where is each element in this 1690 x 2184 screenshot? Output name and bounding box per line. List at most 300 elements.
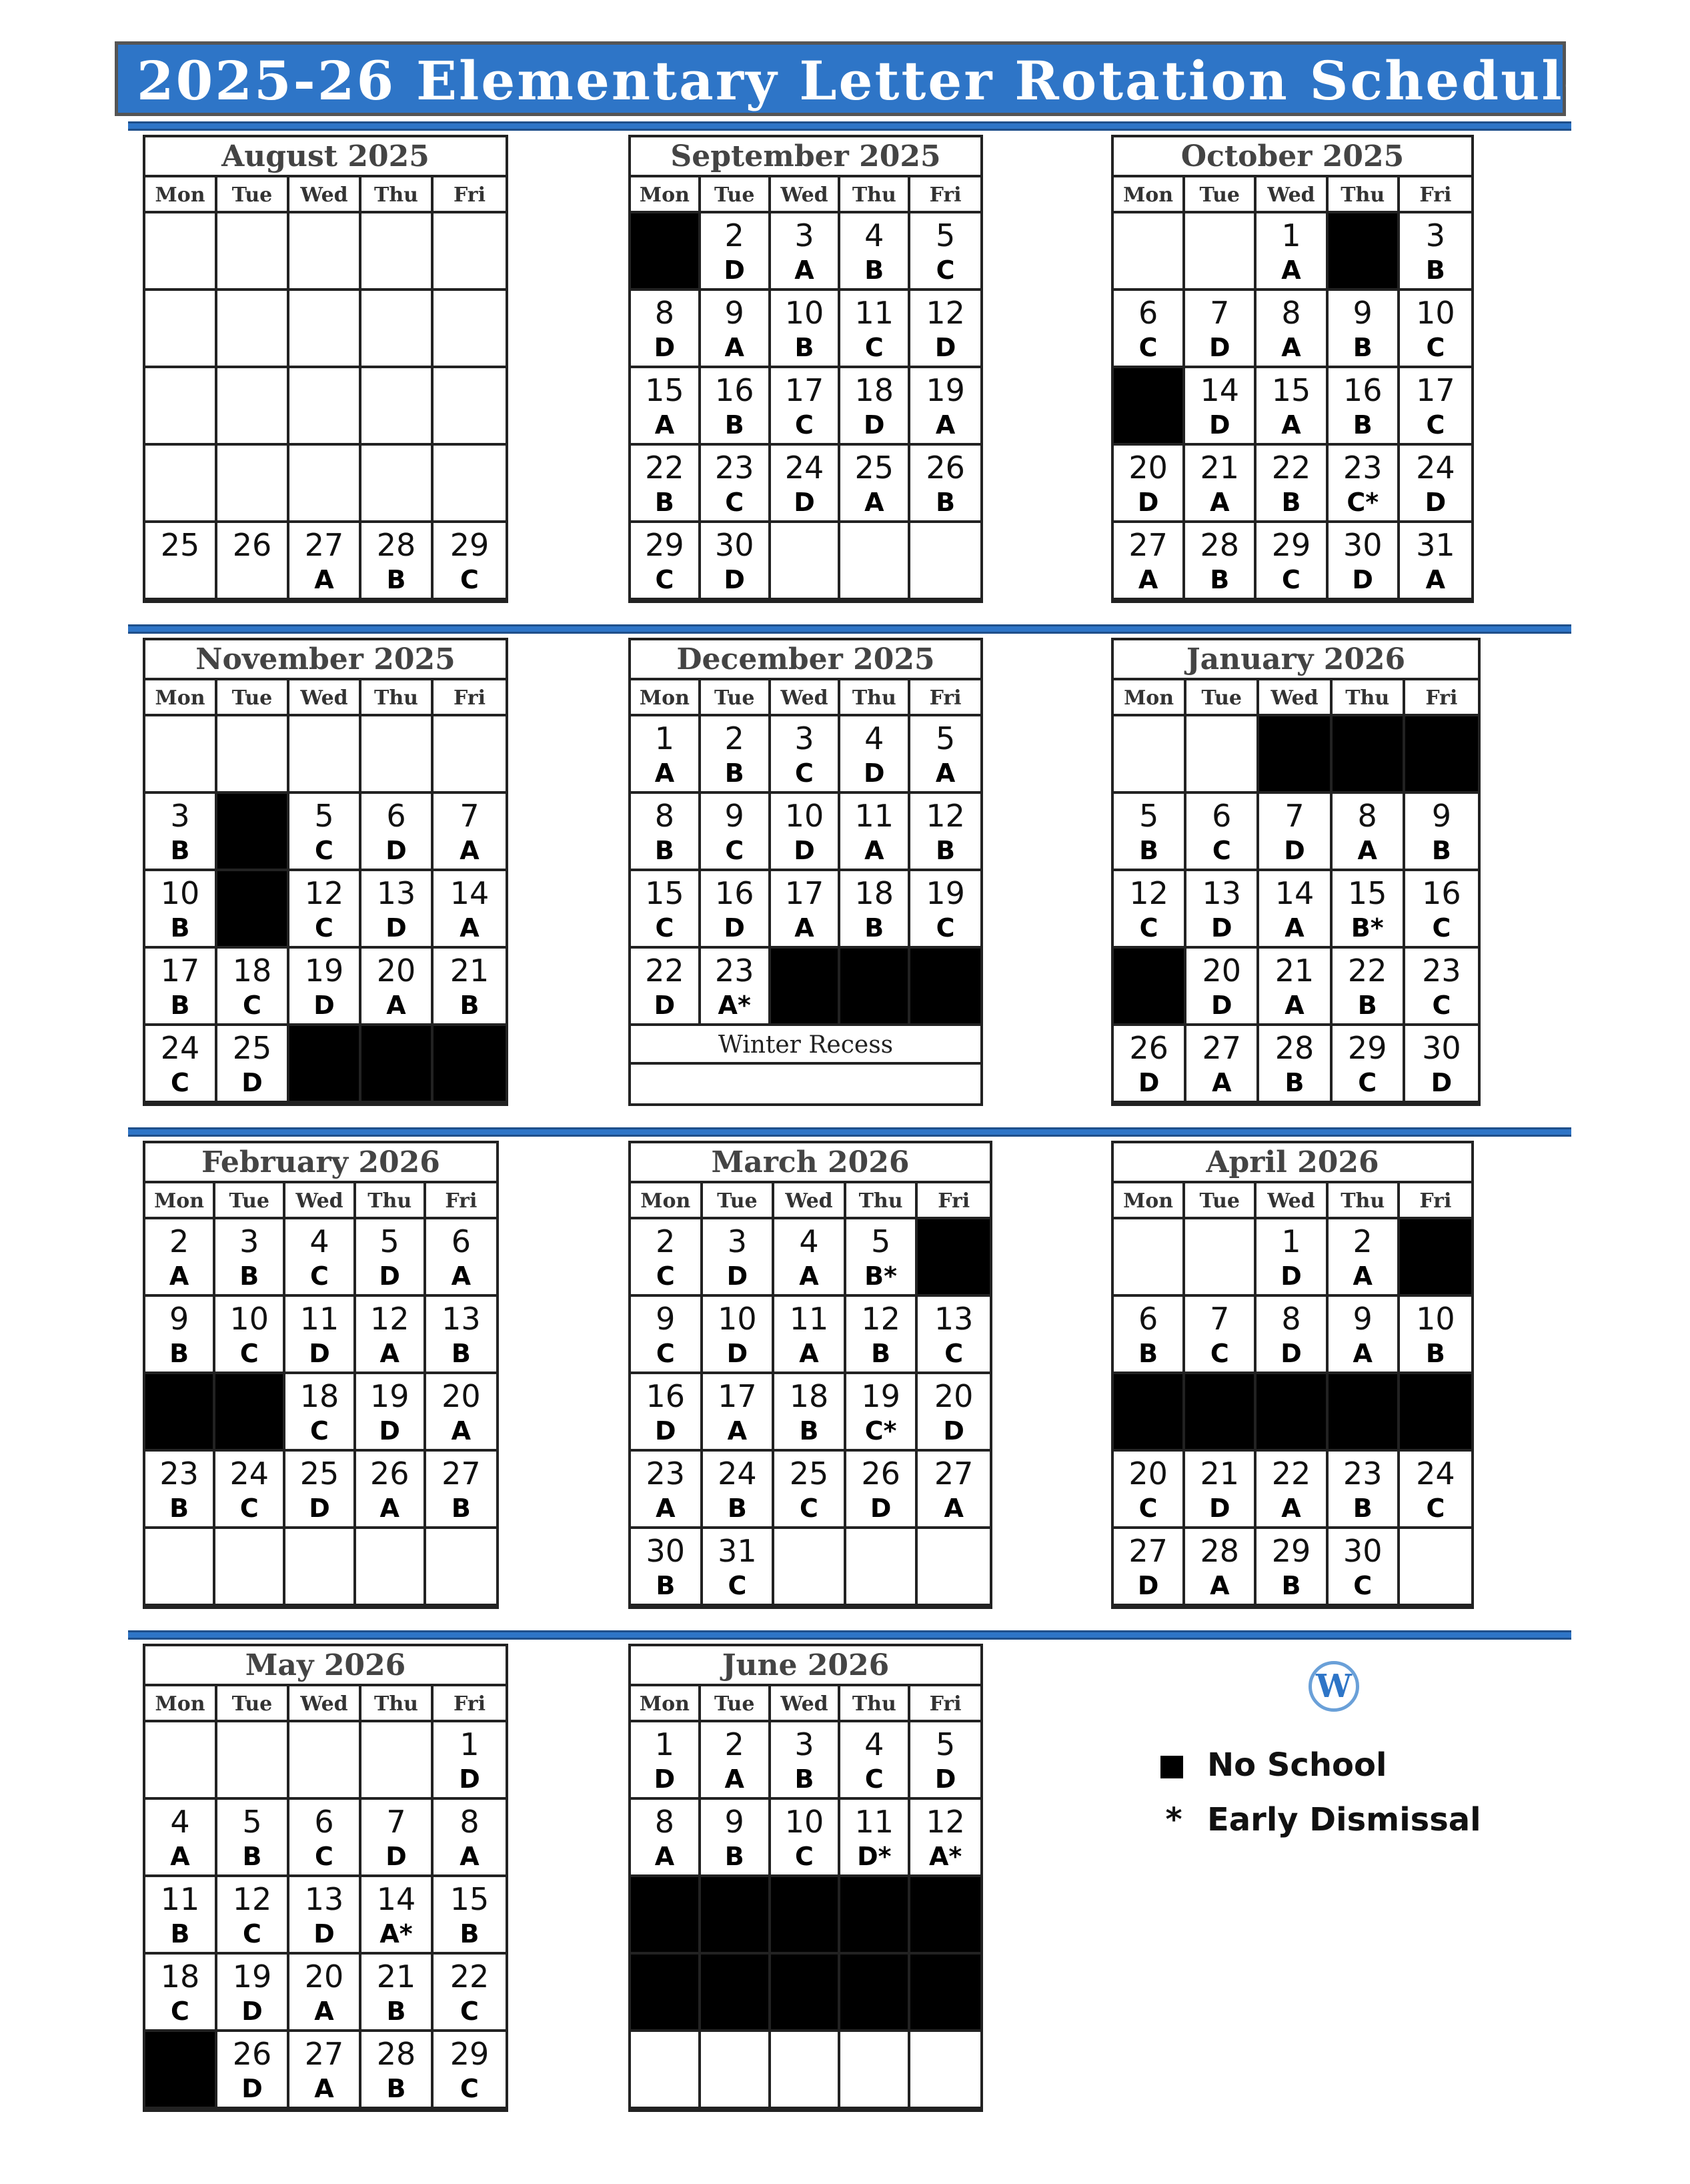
day-number: 26 — [369, 1456, 409, 1492]
day-cell — [631, 1452, 703, 1529]
rotation-letter: B — [386, 565, 406, 594]
day-number: 28 — [1200, 1533, 1240, 1569]
day-cell — [1259, 1026, 1332, 1103]
day-cell — [434, 1877, 506, 1955]
no-school-day — [631, 1955, 701, 2032]
day-number: 31 — [718, 1533, 757, 1569]
empty-cell — [774, 1529, 846, 1606]
weekday-header: Thu — [361, 1686, 434, 1722]
day-number: 20 — [934, 1378, 974, 1414]
day-number: 3 — [794, 217, 814, 253]
weekday-header: Wed — [771, 1686, 841, 1722]
weekday-header: Thu — [840, 680, 910, 716]
weekday-header: Mon — [1114, 1183, 1185, 1219]
day-number: 12 — [232, 1881, 272, 1917]
day-number: 4 — [170, 1804, 190, 1840]
legend-no-school-label: No School — [1207, 1746, 1387, 1784]
day-number: 8 — [1281, 295, 1301, 331]
day-cell — [1256, 523, 1328, 600]
day-cell — [701, 794, 771, 871]
empty-cell — [289, 1722, 361, 1800]
weekday-header: Tue — [217, 177, 289, 213]
rotation-letter: D — [654, 333, 676, 362]
rotation-letter: A — [1210, 1571, 1230, 1600]
day-number: 11 — [299, 1301, 339, 1337]
day-number: 20 — [1128, 1456, 1168, 1492]
rotation-letter: A — [799, 1261, 819, 1291]
rotation-letter: D — [241, 1997, 263, 2026]
rotation-letter: A — [1281, 1494, 1301, 1523]
rotation-letter: D — [654, 1764, 676, 1794]
no-school-day — [771, 1877, 841, 1955]
empty-cell — [289, 446, 361, 523]
day-number: 18 — [299, 1378, 339, 1414]
day-cell — [434, 1722, 506, 1800]
rotation-letter: C — [243, 1919, 261, 1949]
day-cell — [145, 1452, 215, 1529]
rotation-letter: B — [169, 1494, 189, 1523]
day-cell — [771, 871, 841, 949]
day-number: 1 — [1281, 1223, 1301, 1259]
day-cell — [361, 794, 434, 871]
rotation-letter: D — [724, 255, 745, 285]
weekday-header: Fri — [426, 1183, 496, 1219]
day-number: 13 — [1202, 875, 1242, 911]
day-number: 12 — [369, 1301, 409, 1337]
empty-cell — [361, 213, 434, 291]
day-cell — [426, 1219, 496, 1297]
day-number: 25 — [299, 1456, 339, 1492]
day-cell — [631, 1722, 701, 1800]
day-number: 30 — [646, 1533, 686, 1569]
day-number: 26 — [1129, 1030, 1168, 1066]
rotation-letter: A — [656, 1494, 676, 1523]
day-cell — [1259, 794, 1332, 871]
weekday-header: Thu — [361, 680, 434, 716]
day-cell — [434, 871, 506, 949]
day-number: 28 — [376, 527, 416, 563]
rotation-letter: C — [656, 1339, 675, 1368]
day-cell — [1114, 446, 1185, 523]
day-number: 14 — [1200, 372, 1240, 408]
blank-row — [631, 1065, 980, 1103]
rotation-letter: A — [314, 565, 334, 594]
weekday-header: Tue — [217, 680, 289, 716]
rotation-letter: C — [1353, 1571, 1373, 1600]
day-number: 9 — [656, 1301, 676, 1337]
day-number: 10 — [229, 1301, 269, 1337]
day-cell — [217, 1877, 289, 1955]
rotation-letter: B — [654, 488, 674, 517]
day-number: 17 — [1416, 372, 1455, 408]
no-school-day — [1259, 716, 1332, 794]
calendar-grid — [631, 1183, 990, 1606]
calendar-grid — [145, 177, 506, 600]
rotation-letter: D — [1211, 913, 1232, 943]
day-number: 5 — [935, 720, 956, 756]
day-cell — [701, 871, 771, 949]
day-cell — [289, 1877, 361, 1955]
rotation-letter: C — [725, 836, 744, 865]
day-number: 27 — [304, 2036, 344, 2072]
weekday-header: Thu — [1333, 680, 1405, 716]
rotation-letter: D — [794, 836, 815, 865]
day-number: 9 — [724, 1804, 744, 1840]
day-cell — [910, 794, 980, 871]
day-cell — [703, 1529, 775, 1606]
rotation-letter: D — [385, 913, 407, 943]
empty-cell — [1114, 213, 1185, 291]
day-cell — [289, 871, 361, 949]
day-cell — [1333, 1026, 1405, 1103]
empty-cell — [1114, 1219, 1185, 1297]
day-number: 19 — [369, 1378, 409, 1414]
day-cell — [631, 291, 701, 368]
day-number: 5 — [242, 1804, 262, 1840]
month-june-2026 — [628, 1644, 983, 2112]
day-number: 6 — [451, 1223, 472, 1259]
rotation-letter: B* — [864, 1261, 898, 1291]
day-number: 30 — [1343, 527, 1383, 563]
rotation-letter: A — [379, 1339, 399, 1368]
empty-cell — [426, 1529, 496, 1606]
day-cell — [910, 446, 980, 523]
day-number: 9 — [1353, 295, 1373, 331]
day-cell — [145, 1026, 217, 1103]
calendar-grid — [145, 1183, 496, 1606]
no-school-day — [631, 1877, 701, 1955]
day-number: 9 — [724, 798, 744, 834]
day-cell — [1329, 368, 1400, 446]
no-school-day — [289, 1026, 361, 1103]
month-december-2025 — [628, 638, 983, 1106]
rotation-letter: B — [451, 1494, 471, 1523]
rotation-letter: C — [655, 913, 674, 943]
day-cell — [289, 794, 361, 871]
day-number: 2 — [724, 217, 744, 253]
day-number: 24 — [784, 450, 824, 486]
day-number: 29 — [1271, 527, 1311, 563]
empty-cell — [289, 291, 361, 368]
day-cell — [289, 1955, 361, 2032]
rotation-letter: A — [1357, 836, 1377, 865]
rotation-letter: C — [315, 1842, 333, 1871]
rotation-letter: A — [1212, 1068, 1232, 1097]
rotation-letter: C — [1138, 333, 1158, 362]
rotation-letter: B — [864, 913, 884, 943]
month-title: December 2025 — [631, 640, 980, 680]
month-title: November 2025 — [145, 640, 506, 680]
month-title: April 2026 — [1114, 1143, 1471, 1183]
day-number: 8 — [1357, 798, 1377, 834]
day-cell — [631, 523, 701, 600]
day-number: 30 — [1343, 1533, 1383, 1569]
day-number: 13 — [934, 1301, 974, 1337]
day-cell — [1400, 446, 1471, 523]
rotation-letter: C — [310, 1416, 329, 1446]
day-number: 11 — [854, 798, 894, 834]
day-cell — [217, 1955, 289, 2032]
day-cell — [910, 291, 980, 368]
day-cell — [361, 523, 434, 600]
empty-cell — [145, 291, 217, 368]
rotation-letter: A — [1281, 410, 1301, 440]
day-cell — [771, 1800, 841, 1877]
empty-cell — [145, 1529, 215, 1606]
rotation-letter: B — [1281, 488, 1301, 517]
day-cell — [1333, 949, 1405, 1026]
rotation-letter: C — [725, 488, 744, 517]
empty-cell — [840, 2032, 910, 2109]
day-number: 6 — [314, 1804, 334, 1840]
weekday-header: Mon — [631, 177, 701, 213]
day-cell — [701, 1800, 771, 1877]
weekday-header: Wed — [289, 177, 361, 213]
day-number: 10 — [718, 1301, 757, 1337]
day-number: 16 — [714, 372, 754, 408]
rotation-letter: A — [451, 1416, 472, 1446]
empty-cell — [145, 368, 217, 446]
empty-cell — [145, 213, 217, 291]
weekday-header: Fri — [910, 177, 980, 213]
rotation-letter: C — [239, 1339, 259, 1368]
day-cell — [910, 1722, 980, 1800]
rotation-letter: C — [1358, 1068, 1377, 1097]
weekday-header: Wed — [289, 1686, 361, 1722]
day-number: 24 — [1416, 1456, 1455, 1492]
rotation-letter: C* — [1347, 488, 1379, 517]
day-number: 12 — [304, 875, 344, 911]
day-number: 6 — [386, 798, 406, 834]
day-number: 28 — [1275, 1030, 1315, 1066]
day-number: 26 — [861, 1456, 900, 1492]
rotation-letter: A — [654, 1842, 675, 1871]
weekday-header: Mon — [631, 680, 701, 716]
empty-cell — [918, 1529, 990, 1606]
day-number: 26 — [232, 2036, 272, 2072]
day-number: 3 — [170, 798, 190, 834]
day-number: 22 — [1271, 450, 1311, 486]
no-school-day — [910, 1955, 980, 2032]
weekday-header: Mon — [145, 1183, 215, 1219]
day-cell — [361, 1955, 434, 2032]
day-number: 16 — [714, 875, 754, 911]
day-cell — [1256, 1219, 1328, 1297]
weekday-header: Wed — [1259, 680, 1332, 716]
rotation-letter: A — [864, 488, 884, 517]
day-number: 6 — [1212, 798, 1232, 834]
day-number: 6 — [1138, 295, 1158, 331]
day-cell — [701, 716, 771, 794]
day-number: 11 — [160, 1881, 200, 1917]
day-number: 26 — [926, 450, 965, 486]
day-cell — [1185, 1529, 1256, 1606]
rotation-letter: C — [795, 410, 814, 440]
day-number: 5 — [935, 217, 956, 253]
rotation-letter: C — [944, 1339, 964, 1368]
day-cell — [1185, 1297, 1256, 1374]
rotation-letter: D — [864, 758, 885, 788]
no-school-day — [1114, 1374, 1185, 1452]
day-number: 19 — [861, 1378, 900, 1414]
day-cell — [910, 1800, 980, 1877]
day-cell — [145, 794, 217, 871]
day-cell — [1256, 291, 1328, 368]
day-number: 25 — [854, 450, 894, 486]
day-cell — [217, 1026, 289, 1103]
rotation-letter: B — [1353, 410, 1373, 440]
rotation-letter: A — [654, 410, 675, 440]
day-number: 7 — [1210, 295, 1230, 331]
calendar-grid — [145, 1686, 506, 2109]
day-number: 23 — [1422, 953, 1461, 989]
day-cell — [846, 1297, 918, 1374]
rotation-letter: D — [379, 1416, 400, 1446]
day-number: 7 — [460, 798, 480, 834]
empty-cell — [217, 368, 289, 446]
month-january-2026 — [1111, 638, 1481, 1106]
weekday-header: Thu — [1329, 1183, 1400, 1219]
empty-cell — [846, 1529, 918, 1606]
day-number: 4 — [864, 720, 884, 756]
no-school-day — [701, 1955, 771, 2032]
rotation-letter: B — [1353, 1494, 1373, 1523]
day-cell — [285, 1452, 355, 1529]
day-cell — [840, 1800, 910, 1877]
day-number: 24 — [1416, 450, 1455, 486]
no-school-day — [1185, 1374, 1256, 1452]
weekday-header: Wed — [1256, 177, 1328, 213]
rotation-letter: D — [726, 1339, 748, 1368]
month-title: February 2026 — [145, 1143, 496, 1183]
day-cell — [1400, 213, 1471, 291]
empty-cell — [217, 716, 289, 794]
rotation-letter: B — [170, 991, 190, 1020]
empty-cell — [771, 2032, 841, 2109]
day-number: 20 — [304, 1959, 344, 1995]
day-number: 10 — [784, 1804, 824, 1840]
day-cell — [1400, 1452, 1471, 1529]
rotation-letter: D — [1352, 565, 1373, 594]
day-number: 22 — [645, 953, 684, 989]
weekday-header: Tue — [215, 1183, 285, 1219]
rotation-letter: B — [936, 836, 956, 865]
rotation-letter: D — [385, 836, 407, 865]
day-cell — [631, 871, 701, 949]
day-cell — [1256, 213, 1328, 291]
day-cell — [846, 1374, 918, 1452]
day-number: 4 — [864, 217, 884, 253]
rotation-letter: C — [239, 1494, 259, 1523]
empty-cell — [631, 2032, 701, 2109]
day-number: 23 — [714, 450, 754, 486]
rotation-letter: C — [1210, 1339, 1229, 1368]
day-number: 7 — [386, 1804, 406, 1840]
rotation-letter: B — [169, 1339, 189, 1368]
rotation-letter: B — [1139, 836, 1159, 865]
rotation-letter: D — [313, 991, 335, 1020]
rotation-letter: B — [386, 2074, 406, 2103]
month-title: June 2026 — [631, 1646, 980, 1686]
rotation-letter: B — [1138, 1339, 1158, 1368]
no-school-day — [215, 1374, 285, 1452]
rotation-letter: A — [935, 410, 956, 440]
day-number: 15 — [450, 1881, 490, 1917]
day-cell — [771, 291, 841, 368]
month-september-2025 — [628, 135, 983, 603]
day-number: 22 — [645, 450, 684, 486]
day-cell — [1400, 1297, 1471, 1374]
day-cell — [1259, 871, 1332, 949]
rotation-letter: A — [1138, 565, 1158, 594]
day-number: 12 — [926, 1804, 965, 1840]
rotation-letter: B — [1425, 255, 1445, 285]
empty-cell — [771, 523, 841, 600]
weekday-header: Wed — [289, 680, 361, 716]
day-cell — [215, 1219, 285, 1297]
no-school-day — [1114, 368, 1185, 446]
rotation-letter: D — [654, 991, 676, 1020]
day-number: 21 — [1200, 450, 1240, 486]
day-cell — [1329, 523, 1400, 600]
day-cell — [1329, 1297, 1400, 1374]
day-cell — [285, 1297, 355, 1374]
empty-cell — [217, 446, 289, 523]
empty-cell — [1185, 213, 1256, 291]
rotation-letter: A — [460, 913, 480, 943]
no-school-day — [434, 1026, 506, 1103]
day-cell — [846, 1219, 918, 1297]
rotation-letter: A — [170, 1842, 190, 1871]
weekday-header: Wed — [771, 177, 841, 213]
day-number: 5 — [870, 1223, 891, 1259]
day-number: 3 — [794, 720, 814, 756]
day-number: 1 — [654, 1726, 675, 1762]
empty-cell — [434, 213, 506, 291]
day-cell — [361, 949, 434, 1026]
day-cell — [1114, 1297, 1185, 1374]
day-number: 8 — [460, 1804, 480, 1840]
day-number: 2 — [169, 1223, 189, 1259]
day-number: 26 — [232, 527, 272, 563]
calendar-grid — [1114, 1183, 1471, 1606]
day-number: 10 — [1416, 295, 1455, 331]
rotation-letter: A — [1281, 255, 1301, 285]
no-school-day — [145, 2032, 217, 2109]
district-logo: W — [1309, 1661, 1359, 1712]
day-cell — [434, 2032, 506, 2109]
empty-cell — [356, 1529, 426, 1606]
rotation-letter: B — [654, 836, 674, 865]
day-number: 27 — [1128, 527, 1168, 563]
rotation-letter: D — [241, 1068, 263, 1097]
weekday-header: Fri — [1400, 177, 1471, 213]
empty-cell — [840, 523, 910, 600]
day-cell — [703, 1452, 775, 1529]
day-cell — [840, 446, 910, 523]
day-number: 24 — [160, 1030, 200, 1066]
day-number: 9 — [169, 1301, 189, 1337]
month-october-2025 — [1111, 135, 1474, 603]
weekday-header: Mon — [631, 1686, 701, 1722]
day-cell — [145, 1877, 217, 1955]
day-number: 17 — [160, 953, 200, 989]
day-cell — [771, 446, 841, 523]
day-number: 19 — [232, 1959, 272, 1995]
empty-cell — [434, 368, 506, 446]
month-title: September 2025 — [631, 137, 980, 177]
day-cell — [631, 368, 701, 446]
